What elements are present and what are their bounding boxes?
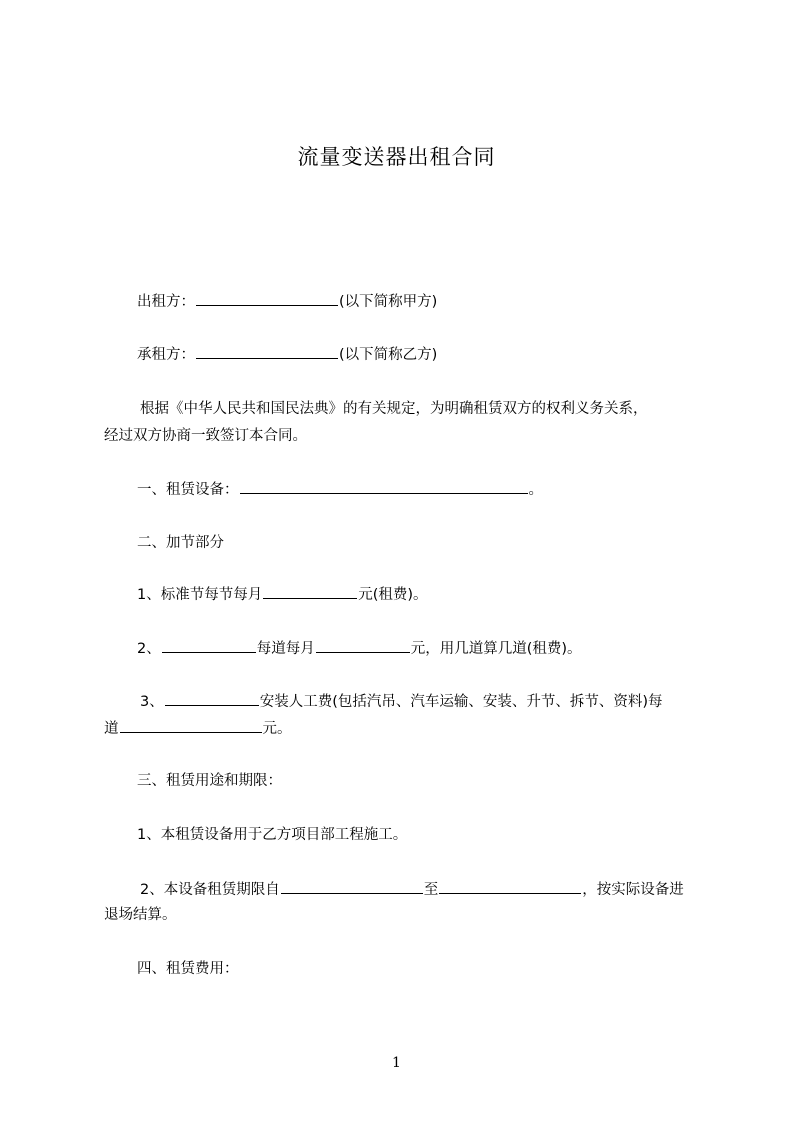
section-2-item-3 [140, 690, 663, 713]
section-4-heading: 四、租赁费用： [137, 961, 239, 977]
section-1-end: 。 [528, 482, 543, 498]
section-3-heading: 三、租赁用途和期限： [137, 773, 282, 789]
item-text: 至 [423, 882, 439, 898]
lessor-label: 出租方： [137, 294, 195, 310]
lessor-line [137, 290, 437, 313]
item-text: 每道每月 [256, 641, 315, 657]
item-text: 2、本设备租赁期限自 [140, 882, 280, 898]
lease-end-blank [439, 878, 581, 894]
preamble-line-2: 经过双方协商一致签订本合同。 [104, 428, 307, 444]
lessee-label: 承租方： [137, 347, 195, 363]
lessee-suffix: (以下简称乙方) [339, 347, 438, 363]
item-text: 2、 [137, 641, 161, 657]
equipment-blank [240, 478, 528, 494]
preamble-line-1: 根据《中华人民共和国民法典》的有关规定，为明确租赁双方的权利义务关系， [140, 401, 648, 417]
section-3-item-2 [140, 878, 684, 901]
item-2-blank-1 [162, 637, 256, 653]
item-text: 元，用几道算几道(租费)。 [410, 641, 582, 657]
standard-section-fee-blank [263, 583, 357, 599]
item-2-blank-2 [316, 637, 410, 653]
item-text: 安装人工费(包括汽吊、汽车运输、安装、升节、拆节、资料)每 [259, 694, 663, 710]
section-3-item-2-cont: 退场结算。 [104, 907, 177, 923]
page-number: 1 [392, 1055, 401, 1071]
section-2-item-1 [137, 583, 428, 606]
item-text: ，按实际设备进 [582, 882, 684, 898]
item-3-blank-1 [165, 690, 259, 706]
lessee-name-blank [196, 343, 338, 359]
lease-start-blank [281, 878, 423, 894]
section-1-label: 一、租赁设备： [137, 482, 239, 498]
lessor-suffix: (以下简称甲方) [339, 294, 438, 310]
section-1-equipment [137, 478, 543, 501]
item-text: 3、 [140, 694, 164, 710]
item-text: 道 [104, 721, 119, 737]
item-text: 元。 [262, 721, 292, 737]
section-2-item-3-cont [104, 717, 292, 740]
item-3-blank-2 [120, 717, 262, 733]
section-2-item-2 [137, 637, 582, 660]
item-text: 1、标准节每节每月 [137, 587, 263, 603]
section-2-heading: 二、加节部分 [137, 535, 224, 551]
lessee-line [137, 343, 437, 366]
item-text: 元(租费)。 [358, 587, 428, 603]
document-title: 流量变送器出租合同 [297, 145, 496, 169]
section-3-item-1: 1、本租赁设备用于乙方项目部工程施工。 [137, 827, 408, 843]
lessor-name-blank [196, 290, 338, 306]
